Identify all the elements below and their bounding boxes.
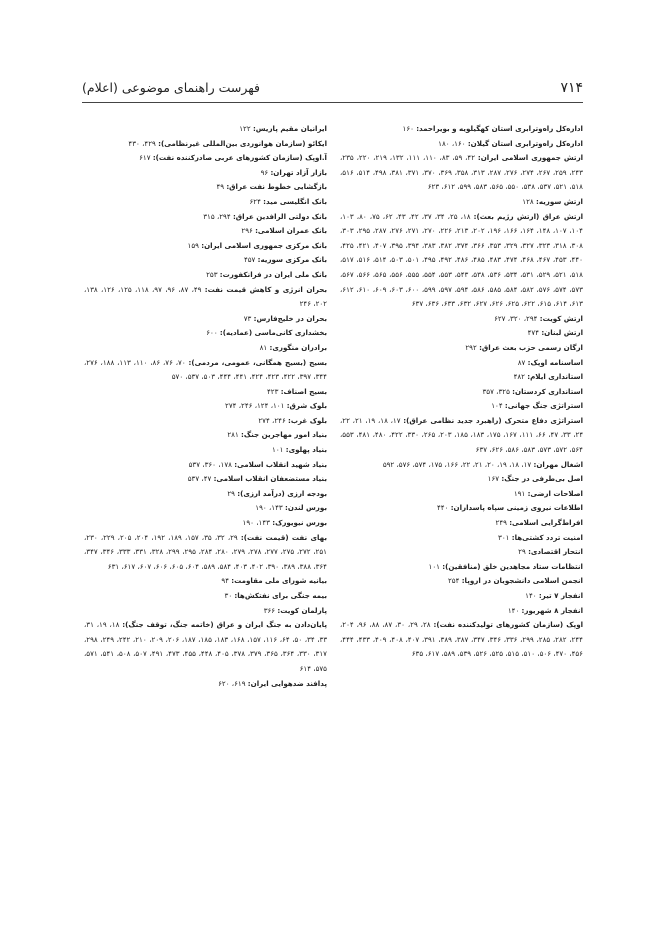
index-page-refs: ۲۸، ۲۹، ۳۰، ۸۷، ۸۸، ۹۶، ۲۰۴، ۲۴۴، ۲۸۲، ۲۸۵، ۲۹۹، ۳۳۶، ۳۴۶، ۳۴۷، ۳۸۷، ۳۸۹، ۳۹۱، ۴۰۷، ۴۰۸، ۴۰۹، ۴۳۳، ۴۴۴، ۴۵۶، ۴۷۰، ۵۰۶، ۵۱۰، ۵۱۵، ۵۲۵، ۵۲۶، ۵۳۹، ۵۸۹، ۶۱۷، ۶۳۵ — [340, 620, 583, 659]
index-page-refs: ۱۶۰، ۱۸۰ — [438, 138, 468, 148]
index-term: استانداری ایلام: — [527, 372, 583, 382]
index-entry — [84, 399, 327, 414]
index-entry — [340, 399, 583, 414]
index-page-refs: ۲۴۶، ۲۷۴ — [258, 415, 289, 425]
index-entry — [84, 516, 327, 531]
index-page-refs: ۳۰۱ — [498, 532, 512, 542]
index-page-refs: ۴۷، ۵۳۷ — [187, 474, 214, 484]
index-page-refs: ۲۹۲ — [465, 342, 480, 352]
index-term: برادران منگوری: — [269, 342, 327, 352]
index-page-refs: ۳۲۵، ۳۵۷ — [482, 386, 513, 396]
index-entry — [84, 326, 327, 341]
index-term: ایرانیان مقیم پاریس: — [252, 124, 327, 133]
index-entry — [84, 341, 327, 356]
index-entry — [84, 618, 327, 676]
index-term: بهای نفت (قیمت نفت): — [240, 532, 327, 542]
index-term: اطلاعات نیروی زمینی سپاه پاسداران: — [450, 503, 583, 513]
index-term: پارلمان کویت: — [277, 605, 327, 615]
index-term: بسیج اصناف: — [280, 386, 327, 396]
index-term: استراتژی جنگ جهانی: — [504, 401, 583, 411]
index-entry — [340, 385, 583, 400]
index-term: بلوک غرب: — [288, 415, 327, 425]
index-entry — [84, 195, 327, 210]
index-page-refs: ۶۰۰ — [206, 328, 220, 338]
index-entry — [84, 443, 327, 458]
index-term: بخشداری کانی‌ماسی (عمادیه): — [219, 328, 327, 338]
index-term: بیمه جنگی برای نفتکش‌ها: — [234, 591, 327, 600]
index-entry — [84, 224, 327, 239]
index-page-refs: ۳۰ — [224, 591, 235, 600]
index-entry — [84, 589, 327, 604]
index-entry — [84, 604, 327, 619]
index-page-refs: ۲۹۴، ۳۱۵ — [203, 211, 233, 221]
index-page-refs: ۱۷، ۱۸، ۱۹، ۲۱، ۲۲، ۲۴، ۳۳، ۴۷، ۶۶، ۱۱۱، ۱۶۷، ۱۷۵، ۱۸۳، ۱۸۵، ۲۰۳، ۲۶۵، ۳۳۰، ۴۲۲، ۴۸۰، ۴۸۱، ۵۵۳، ۵۶۴، ۵۷۲، ۵۷۳، ۵۸۳، ۵۸۶، ۶۲۶، ۶۳۷ — [340, 415, 584, 455]
index-term: بانک عمران اسلامی: — [255, 226, 327, 236]
index-entry — [340, 604, 583, 619]
index-entry — [340, 210, 583, 312]
index-term: بلوک شرق: — [286, 401, 327, 411]
index-entry — [84, 574, 327, 589]
index-term: اوپک (سازمان کشورهای تولیدکننده نفت): — [433, 620, 584, 630]
index-term: بورس لندن: — [284, 503, 327, 513]
index-entry — [84, 531, 327, 575]
index-page-refs: ۷۳ — [243, 313, 254, 323]
index-page-refs: ۱۹۱ — [513, 488, 528, 498]
running-header — [82, 80, 583, 103]
index-term: بنیاد امور مهاجرین جنگ: — [241, 430, 327, 440]
index-page-refs: ۴۸۲ — [513, 372, 528, 382]
index-term: استراتژی دفاع متحرک (راهبرد جدید نظامی عراق): — [403, 415, 584, 425]
index-entry — [340, 545, 583, 560]
index-page-refs: ۱۸، ۱۹، ۳۱، ۳۳، ۳۴، ۵۰، ۶۴، ۱۱۶، ۱۵۷، ۱۶۸، ۱۸۳، ۱۸۵، ۱۸۷، ۲۰۶، ۲۰۹، ۲۱۰، ۲۴۲، ۲۴۹، ۲۹۸، ۳۱۷، ۳۳۰، ۳۶۴، ۳۶۵، ۳۷۹، ۳۷۸، ۴۰۵، ۴۴۸، ۴۵۵، ۴۷۳، ۴۹۱، ۵۰۷، ۵۰۸، ۵۴۱، ۵۷۱، ۵۷۵، ۶۱۴ — [84, 620, 328, 673]
index-term: بنیاد پهلوی: — [285, 445, 327, 455]
index-term: انفجار ۸ شهریور: — [521, 605, 583, 615]
index-entry — [340, 151, 583, 195]
index-entry — [84, 239, 327, 254]
index-entry — [340, 458, 583, 473]
index-term: پدافند ضدهوایی ایران: — [247, 678, 327, 688]
index-term: ارتش جمهوری اسلامی ایران: — [477, 153, 584, 163]
index-page-refs: ۹۶ — [260, 167, 271, 177]
index-page-refs: ۴۷۴ — [527, 328, 542, 338]
index-term: انجمن اسلامی دانشجویان در اروپا: — [461, 576, 583, 586]
index-page-refs: ۲۵۳ — [206, 269, 220, 279]
index-page-refs: ۴۹، ۸۷، ۹۶، ۹۷، ۱۱۸، ۱۲۵، ۱۲۶، ۱۳۸، ۲۰۲، ۲۴۶ — [84, 284, 327, 309]
index-page-refs: ۱۴۰ — [507, 605, 522, 615]
index-term: اصل بی‌طرفی در جنگ: — [501, 474, 583, 484]
index-entry — [340, 487, 583, 502]
index-term: بودجه ارزی (درآمد ارزی): — [237, 488, 327, 498]
index-entry — [340, 356, 583, 371]
index-entry — [84, 210, 327, 225]
index-page-refs: ۲۴۹ — [495, 518, 510, 528]
index-entry — [340, 370, 583, 385]
index-entry — [84, 414, 327, 429]
index-term: بازگشایی خطوط نفت عراق: — [226, 182, 327, 192]
index-entry — [340, 589, 583, 604]
index-entry — [84, 385, 327, 400]
index-entry — [340, 341, 583, 356]
index-page-refs: ۳۶۶ — [263, 605, 278, 615]
index-entry — [340, 560, 583, 575]
index-page-refs: ۱۸، ۲۵، ۳۴، ۳۷، ۴۲، ۴۳، ۶۲، ۷۵، ۸۰، ۱۰۳، ۱۰۴، ۱۰۷، ۱۴۸، ۱۶۴، ۱۶۶، ۱۹۶، ۲۰۲، ۲۱۳، ۲۲۶، ۲۷۰، ۲۷۱، ۲۷۶، ۲۸۷، ۲۹۵، ۳۰۳، ۳۰۸، ۳۱۸، ۳۲۳، ۳۲۷، ۳۲۹، ۳۵۳، ۳۶۶، ۳۷۴، ۳۸۲، ۳۸۳، ۳۹۴، ۳۹۵، ۴۰۷، ۴۲۱، ۴۲۵، ۴۴۰، ۴۵۳، ۴۶۷، ۴۶۸، ۴۷۴، ۴۸۳، ۴۸۵، ۴۸۶، ۴۹۲، ۴۹۵، ۵۰۱، ۵۰۳، ۵۱۴، ۵۱۶، ۵۱۷، ۵۱۸، ۵۲۱، ۵۲۹، ۵۳۱، ۵۳۴، ۵۳۶، ۵۳۸، ۵۴۳، ۵۵۳، ۵۵۴، ۵۵۵، ۵۵۶، ۵۶۵، ۵۶۶، ۵۶۷، ۵۷۳، ۵۷۴، ۵۷۶، ۵۸۲، ۵۸۴، ۵۸۵، ۵۸۶، ۵۹۴، ۵۹۷، ۵۹۹، ۶۰۰، ۶۰۳، ۶۰۹، ۶۱۰، ۶۱۲، ۶۱۳، ۶۱۴، ۶۱۵، ۶۲۲، ۶۲۵، ۶۲۶، ۶۲۷، ۶۳۲، ۶۳۳، ۶۳۶، ۶۳۷ — [340, 211, 583, 309]
index-term: بنیاد مستضعفان انقلاب اسلامی: — [213, 474, 327, 484]
index-term: ارتش عراق (ارتش رژیم بعث): — [473, 211, 584, 221]
index-term: بسیج (بسیج همگانی، عمومی، مردمی): — [188, 357, 328, 367]
index-entry — [84, 180, 327, 195]
index-term: اصلاحات ارضی: — [527, 488, 583, 498]
index-page-refs: ۲۹ — [518, 547, 529, 557]
index-term: ارتش لبنان: — [541, 328, 583, 338]
index-page-refs: ۹۴ — [221, 576, 232, 586]
index-entry — [84, 268, 327, 283]
index-term: آ.اوپک (سازمان کشورهای عربی صادرکننده نفت): — [152, 153, 327, 163]
index-page-refs: ۸۷ — [517, 357, 528, 367]
index-term: افراط‌گرایی اسلامی: — [509, 518, 583, 528]
index-page-refs: ۱۶۰ — [402, 124, 417, 133]
index-term: ارتش کویت: — [539, 313, 583, 323]
index-entry — [340, 472, 583, 487]
index-page-refs: ۱۵۹ — [187, 240, 202, 250]
index-term: انتحار اقتصادی: — [528, 547, 583, 557]
index-entry — [84, 283, 327, 312]
page-number: ۷۱۴ — [560, 80, 583, 96]
index-column-right — [340, 122, 583, 662]
index-page-refs: ۴۲، ۵۹، ۸۳، ۱۱۰، ۱۱۱، ۱۳۲، ۲۱۹، ۲۲۰، ۲۳۵، ۲۴۳، ۲۵۹، ۲۶۷، ۲۷۴، ۲۷۶، ۲۸۷، ۳۱۳، ۳۵۸، ۳۶۹، ۳۷۰، ۳۷۱، ۳۸۱، ۴۹۸، ۵۱۴، ۵۱۶، ۵۱۸، ۵۲۱، ۵۳۷، ۵۳۸، ۵۵۰، ۵۶۵، ۵۸۳، ۵۹۹، ۶۱۲، ۶۲۳ — [340, 153, 583, 192]
index-term: اشغال مهران: — [533, 459, 583, 469]
index-page-refs: ۶۱۹، ۶۲۰ — [218, 678, 248, 688]
index-page-refs: ۱۲۸ — [522, 196, 536, 206]
running-title: فهرست راهنمای موضوعی (اعلام) — [82, 80, 260, 95]
index-entry — [84, 501, 327, 516]
index-page-refs: ۲۹۴، ۳۲۰، ۶۲۷ — [494, 313, 540, 323]
index-page-refs: ۴۵۷ — [243, 255, 258, 265]
index-entry — [84, 356, 327, 385]
index-entry — [340, 137, 583, 152]
index-term: بانک ملی ایران در فرانکفورت: — [219, 269, 327, 279]
index-term: بورس نیویورک: — [272, 518, 327, 528]
index-term: بانک انگلیسی مید: — [263, 196, 327, 206]
index-page-refs: ۶۲۴ — [249, 196, 264, 206]
index-term: بحران انرژی و کاهش قیمت نفت: — [204, 284, 328, 294]
index-term: بنیاد شهید انقلاب اسلامی: — [234, 459, 327, 469]
index-page-refs: ۸۱ — [259, 342, 270, 352]
index-entry — [84, 312, 327, 327]
index-page-refs: ۴۴۰ — [436, 503, 451, 513]
index-entry — [84, 428, 327, 443]
index-page-refs: ۱۰۴ — [491, 401, 505, 411]
index-term: ارتش سوریه: — [536, 196, 583, 206]
index-term: بیانیه شورای ملی مقاومت: — [231, 576, 327, 586]
index-page-refs: ۲۹ — [227, 488, 238, 498]
index-term: بانک دولتی الرافدین عراق: — [232, 211, 327, 221]
index-page-refs: ۴۲۹، ۴۳۰ — [128, 138, 159, 148]
index-page-refs: ۱۴۳، ۱۹۰ — [242, 518, 273, 528]
index-term: انتظامات ستاد مجاهدین خلق (منافقین): — [442, 561, 583, 571]
index-entry — [340, 618, 583, 662]
index-entry — [84, 487, 327, 502]
index-entry — [340, 122, 583, 137]
index-page-refs: ۷۰، ۷۶، ۸۶، ۱۱۰، ۱۱۳، ۱۸۸، ۲۷۶، ۳۴۴، ۳۹۷، ۴۲۲، ۴۲۳، ۴۲۴، ۴۴۱، ۴۴۴، ۵۰۳، ۵۳۷، ۵۷۰ — [84, 357, 327, 382]
index-entry — [84, 677, 327, 692]
index-term: استانداری کردستان: — [512, 386, 583, 396]
index-page-refs: ۲۵۴ — [447, 576, 462, 586]
index-entry — [84, 253, 327, 268]
index-entry — [340, 195, 583, 210]
index-entry — [340, 574, 583, 589]
index-term: اساسنامه اوپک: — [527, 357, 583, 367]
index-term: اداره‌کل راه‌وترابری استان گیلان: — [467, 138, 583, 148]
index-page-refs: ۲۹۶ — [241, 226, 256, 236]
index-page-refs: ۲۹، ۳۲، ۳۵، ۱۵۷، ۱۸۹، ۱۹۲، ۲۰۴، ۲۰۵، ۲۲۹، ۲۳۰، ۲۵۱، ۲۷۲، ۲۷۵، ۲۷۷، ۲۷۸، ۲۷۹، ۲۸۰، ۲۸۴، ۲۹۵، ۲۹۹، ۳۲۸، ۳۳۱، ۳۳۳، ۳۴۶، ۳۴۷، ۳۶۴، ۳۸۸، ۳۸۹، ۳۹۰، ۴۰۲، ۴۰۳، ۵۸۴، ۵۸۹، ۶۰۴، ۶۰۵، ۶۰۶، ۶۰۷، ۶۱۷، ۶۳۱ — [84, 532, 327, 571]
index-entry — [340, 312, 583, 327]
index-page-refs: ۱۰۱ — [428, 561, 443, 571]
index-page-refs: ۴۹ — [216, 182, 227, 192]
index-term: بازار آزاد تهران: — [270, 167, 327, 177]
index-page-refs: ۴۲۳ — [267, 386, 281, 396]
index-term: ارگان رسمی حزب بعث عراق: — [479, 342, 583, 352]
index-entry — [84, 472, 327, 487]
index-entry — [84, 458, 327, 473]
index-term: پایان‌دادن به جنگ ایران و عراق (خاتمه جنگ، توقف جنگ): — [122, 620, 328, 630]
index-page-refs: ۶۱۷ — [139, 153, 153, 163]
index-page-refs: ۱۲۲ — [239, 124, 253, 133]
index-entry — [84, 151, 327, 166]
index-entry — [84, 137, 327, 152]
index-page-refs: ۱۷، ۱۸، ۱۹، ۲۰، ۲۱، ۲۲، ۱۶۶، ۱۷۵، ۵۷۴، ۵۷۶، ۵۹۲ — [382, 459, 534, 469]
index-entry — [84, 166, 327, 181]
index-term: بانک مرکزی جمهوری اسلامی ایران: — [201, 240, 327, 250]
index-page-refs: ۲۸۱ — [227, 430, 242, 440]
index-entry — [340, 501, 583, 516]
index-term: بحران در خلیج‌فارس: — [253, 313, 327, 323]
index-page-refs: ۱۷۸، ۳۶۰، ۵۳۷ — [188, 459, 235, 469]
index-page-refs: ۱۴۰ — [525, 591, 539, 600]
index-term: انفجار ۷ تیر: — [538, 591, 583, 600]
index-column-left — [84, 122, 327, 691]
index-page-refs: ۱۶۷ — [487, 474, 502, 484]
index-entry — [340, 516, 583, 531]
index-page-refs: ۱۴۳، ۱۹۰ — [255, 503, 285, 513]
index-term: امنیت تردد کشتی‌ها: — [511, 532, 583, 542]
index-entry — [340, 531, 583, 546]
index-entry — [340, 414, 583, 458]
index-term: ایکائو (سازمان هوانوردی بین‌المللی غیرنظامی): — [158, 138, 327, 148]
index-page-refs: ۱۰۱، ۱۲۴، ۲۴۶، ۲۷۴ — [225, 401, 287, 411]
index-entry — [340, 326, 583, 341]
index-term: بانک مرکزی سوریه: — [257, 255, 327, 265]
index-term: اداره‌کل راه‌وترابری استان کهگیلویه و بویراحمد: — [416, 124, 583, 133]
index-page-refs: ۱۰۱ — [272, 445, 286, 455]
index-entry — [84, 122, 327, 137]
